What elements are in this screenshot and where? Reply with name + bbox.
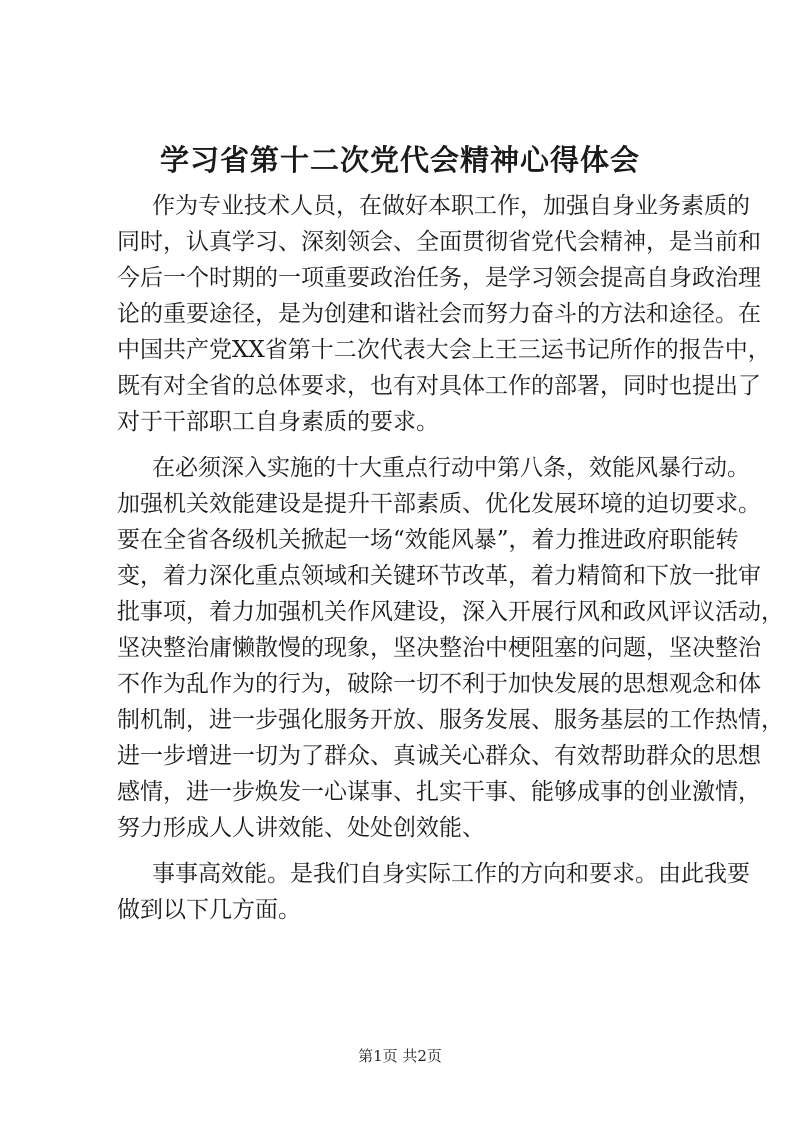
paragraph-1-line-6: 既有对全省的总体要求，也有对具体工作的部署，同时也提出了 <box>117 373 761 399</box>
paragraph-1-line-7: 对于干部职工自身素质的要求。 <box>117 409 439 435</box>
paragraph-2-line-2: 加强机关效能建设是提升干部素质、优化发展环境的迫切要求。 <box>117 491 761 517</box>
paragraph-2-line-7: 不作为乱作为的行为，破除一切不利于加快发展的思想观念和体 <box>117 671 761 697</box>
paragraph-2-line-1: 在必须深入实施的十大重点行动中第八条，效能风暴行动。 <box>152 455 750 481</box>
paragraph-2-line-8: 制机制，进一步强化服务开放、服务发展、服务基层的工作热情， <box>117 707 784 733</box>
page-footer: 第1页 共2页 <box>358 1047 442 1065</box>
paragraph-1-line-2: 同时，认真学习、深刻领会、全面贯彻省党代会精神，是当前和 <box>117 229 761 255</box>
paragraph-2-line-5: 批事项，着力加强机关作风建设，深入开展行风和政风评议活动， <box>117 599 784 625</box>
paragraph-1-line-5: 中国共产党XX省第十二次代表大会上王三运书记所作的报告中， <box>117 337 771 363</box>
paragraph-2-line-9: 进一步增进一切为了群众、真诚关心群众、有效帮助群众的思想 <box>117 743 761 769</box>
paragraph-1-line-3: 今后一个时期的一项重要政治任务，是学习领会提高自身政治理 <box>117 265 761 291</box>
paragraph-2-line-3: 要在全省各级机关掀起一场“效能风暴”，着力推进政府职能转 <box>117 527 739 553</box>
paragraph-3-line-1: 事事高效能。是我们自身实际工作的方向和要求。由此我要 <box>152 861 750 887</box>
paragraph-3-line-2: 做到以下几方面。 <box>117 897 301 923</box>
document-title: 学习省第十二次党代会精神心得体会 <box>159 143 640 177</box>
paragraph-2-line-6: 坚决整治庸懒散慢的现象，坚决整治中梗阻塞的问题，坚决整治 <box>117 635 761 661</box>
paragraph-2-line-4: 变，着力深化重点领域和关键环节改革，着力精简和下放一批审 <box>117 563 761 589</box>
paragraph-2-line-11: 努力形成人人讲效能、处处创效能、 <box>117 815 485 841</box>
paragraph-1-line-4: 论的重要途径，是为创建和谐社会而努力奋斗的方法和途径。在 <box>117 301 761 327</box>
paragraph-2-line-10: 感情，进一步焕发一心谋事、扎实干事、能够成事的创业激情， <box>117 779 761 805</box>
paragraph-1-line-1: 作为专业技术人员，在做好本职工作，加强自身业务素质的 <box>152 193 750 219</box>
